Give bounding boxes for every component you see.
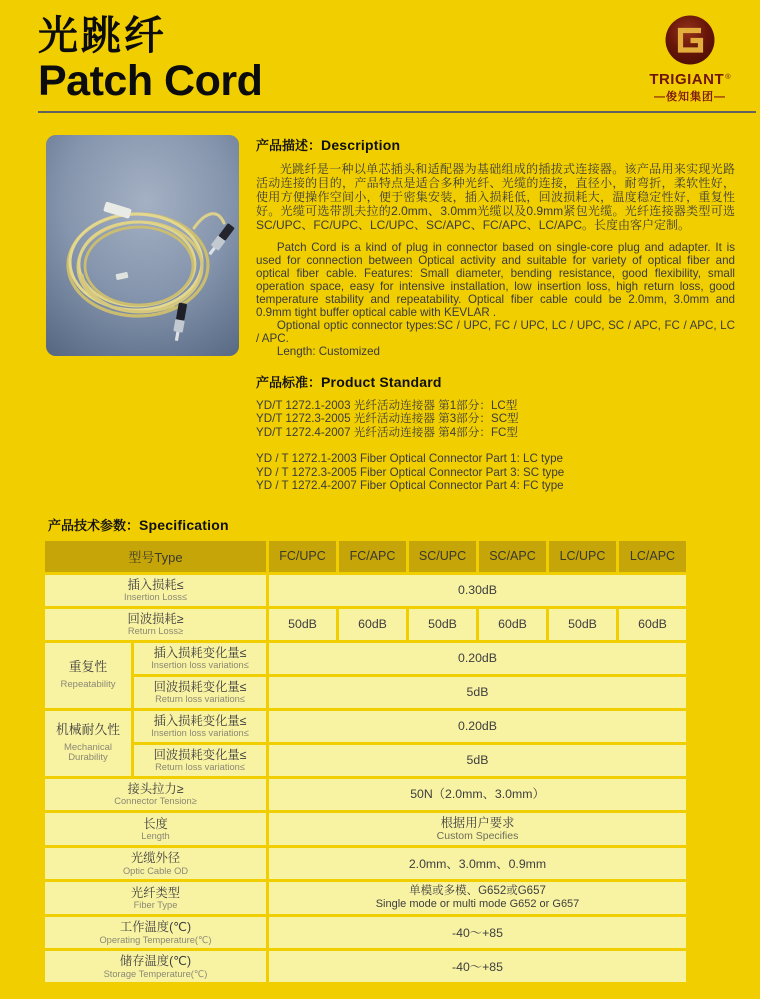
row-group-label-zh: 机械耐久性 [56,722,120,738]
row-label-en: Fiber Type [133,900,178,911]
row-label-zh: 插入损耗≤ [127,577,184,592]
row-value: 50dB [409,609,476,640]
table-row [45,813,686,846]
table-row [45,917,686,948]
table-header-row [45,541,686,572]
table-row [45,745,686,776]
specification-heading [48,515,760,534]
row-label-en: Return loss variation≤ [155,694,245,705]
row-label-en: Insertion loss variation≤ [151,660,249,671]
specification-heading-en: Specification [139,516,229,533]
row-group-label-en: Repeatability [60,678,116,690]
standard-item: YD / T 1272.4-2007 Fiber Optical Connector Part 4: FC type [256,479,564,493]
row-label-zh: 储存温度(℃) [119,954,192,969]
description-paragraph-zh: 光跳纤是一种以单芯插头和适配器为基础组成的插拔式连接器。该产品用来实现光路活动连接的目的，产品特点是适合多种光纤、光缆的连接，直径小，耐弯折，柔软性好，使用方便操作空间小，便于密集安装，插入损耗低，回波损耗大，温度稳定性好，重复性好。光缆可选带凯夫拉的2.0mm、3.0mm光缆以及0.9mm紧包光缆。光纤连接器类型可选SC/UPC、FC/UPC、LC/UPC、SC/APC、FC/APC、LC/APC。长度由客户定制。 [256,161,735,232]
row-value: -40～+85 [269,917,686,948]
row-group-label-en: Mechanical Durability [63,741,113,764]
row-label [45,917,266,948]
standard-heading-en: Product Standard [321,373,442,390]
row-label-zh: 接头拉力≥ [127,781,184,796]
row-value: 60dB [339,609,406,640]
column-header: SC/APC [479,541,546,572]
spacer [256,439,735,452]
row-value: 50dB [269,609,336,640]
column-header-type: 型号Type [45,541,266,572]
specification-heading-zh: 产品技术参数： [48,517,140,533]
standard-item: YD/T 1272.3-2005 光纤活动连接器 第3部分：SC型 [256,412,519,426]
content-area [0,113,760,493]
row-value-en: Custom Specifies [436,830,519,843]
description-heading-en: Description [321,136,401,153]
description-length-note: Length: Customized [276,344,380,358]
row-label-en: Storage Temperature(℃) [103,968,208,979]
row-value: 0.20dB [269,643,686,674]
row-label [45,848,266,879]
row-value: 60dB [619,609,686,640]
row-label [45,813,266,846]
row-value: 0.20dB [269,711,686,742]
table-row [45,677,686,708]
row-label [134,711,266,742]
table-row [45,711,686,742]
row-label-en: Operating Temperature(℃) [99,934,212,945]
logo-brand-text: TRIGIANT [649,71,725,88]
logo-brand-zh: —俊知集团— [654,91,726,103]
row-value [269,813,686,846]
table-row [45,643,686,674]
row-value: 5dB [269,745,686,776]
row-value: 2.0mm、3.0mm、0.9mm [269,848,686,879]
table-row [45,609,686,640]
row-label [45,882,266,914]
standard-heading-zh: 产品标准： [256,374,322,390]
row-label-zh: 长度 [143,816,168,831]
standard-item: YD/T 1272.1-2003 光纤活动连接器 第1部分：LC型 [256,398,518,412]
logo-brand-row [636,73,744,87]
specification-table [42,538,689,986]
row-label-en: Return Loss≥ [127,626,184,637]
row-value: 5dB [269,677,686,708]
row-label [45,951,266,982]
row-label-en: Connector Tension≥ [114,796,197,807]
row-label [134,745,266,776]
description-paragraph-en: Patch Cord is a kind of plug in connector based on single-core plug and adapter. It is used for connection between Optical activity and suitable for variety of optical fiber and optical fiber cable. Features: Small diameter, bending resistance, good flexibility, small operation space, easy for intensive installation, low insertion loss, high return loss, good temperature stability and repeatability. Optical fiber cable could be 2.0mm, 3.0mm and 0.9mm tight buffer optical cable with KEVLAR . [256,240,735,319]
column-header: LC/UPC [549,541,616,572]
row-label-en: Insertion loss variation≤ [151,728,249,739]
row-label-zh: 回波损耗≥ [127,611,184,626]
column-header: FC/UPC [269,541,336,572]
row-label-en: Optic Cable OD [122,865,189,876]
standard-item: YD/T 1272.4-2007 光纤活动连接器 第4部分：FC型 [256,425,519,439]
row-label-zh: 光缆外径 [130,851,181,866]
row-label [45,779,266,810]
description-heading [256,135,735,154]
patch-cord-photo-image [46,135,239,356]
trigiant-g-icon [638,14,742,66]
table-row [45,575,686,606]
row-label-zh: 回波损耗变化量≤ [153,747,247,762]
row-value-zh: 单模或多模、G652或G657 [409,885,546,898]
row-group-label [45,711,131,776]
table-row [45,848,686,879]
product-standard-section [256,372,735,493]
row-value: -40～+85 [269,951,686,982]
row-label-zh: 插入损耗变化量≤ [153,645,247,660]
description-column [256,135,735,493]
standard-heading [256,372,735,391]
product-photo [46,135,239,356]
description-connector-types: Optional optic connector types:SC / UPC, FC / UPC, LC / UPC, SC / APC, FC / APC, LC / APC. [256,318,735,345]
description-heading-zh: 产品描述： [256,137,322,153]
row-value: 50dB [549,609,616,640]
row-label-zh: 光纤类型 [130,885,181,900]
row-label [45,575,266,606]
row-value-en: Single mode or multi mode G652 or G657 [375,898,580,911]
column-header: LC/APC [619,541,686,572]
row-label [134,643,266,674]
table-row [45,779,686,810]
row-value [269,882,686,914]
row-value: 0.30dB [269,575,686,606]
row-label-zh: 回波损耗变化量≤ [153,679,247,694]
row-label-en: Return loss variation≤ [155,762,245,773]
page-header [0,0,760,104]
table-row [45,882,686,914]
column-header: SC/UPC [409,541,476,572]
row-label-zh: 工作温度(℃) [119,920,192,935]
row-label [45,609,266,640]
table-row [45,951,686,982]
page-title-zh: 光跳纤 [38,14,167,58]
row-label-en: Insertion Loss≤ [124,592,187,603]
row-label [134,677,266,708]
row-label-en: Length [141,831,170,842]
standard-item: YD / T 1272.1-2003 Fiber Optical Connector Part 1: LC type [256,452,563,466]
row-group-label [45,643,131,708]
row-value-zh: 根据用户要求 [440,815,515,830]
trigiant-logo [636,14,744,104]
page-title-en: Patch Cord [38,56,263,105]
column-header: FC/APC [339,541,406,572]
row-value: 60dB [479,609,546,640]
standard-item: YD / T 1272.3-2005 Fiber Optical Connector Part 3: SC type [256,465,565,479]
specification-section [42,515,760,986]
row-value: 50N（2.0mm、3.0mm） [269,779,686,810]
registered-mark-icon: ® [725,72,731,81]
row-label-zh: 插入损耗变化量≤ [153,713,247,728]
row-group-label-zh: 重复性 [68,659,108,675]
